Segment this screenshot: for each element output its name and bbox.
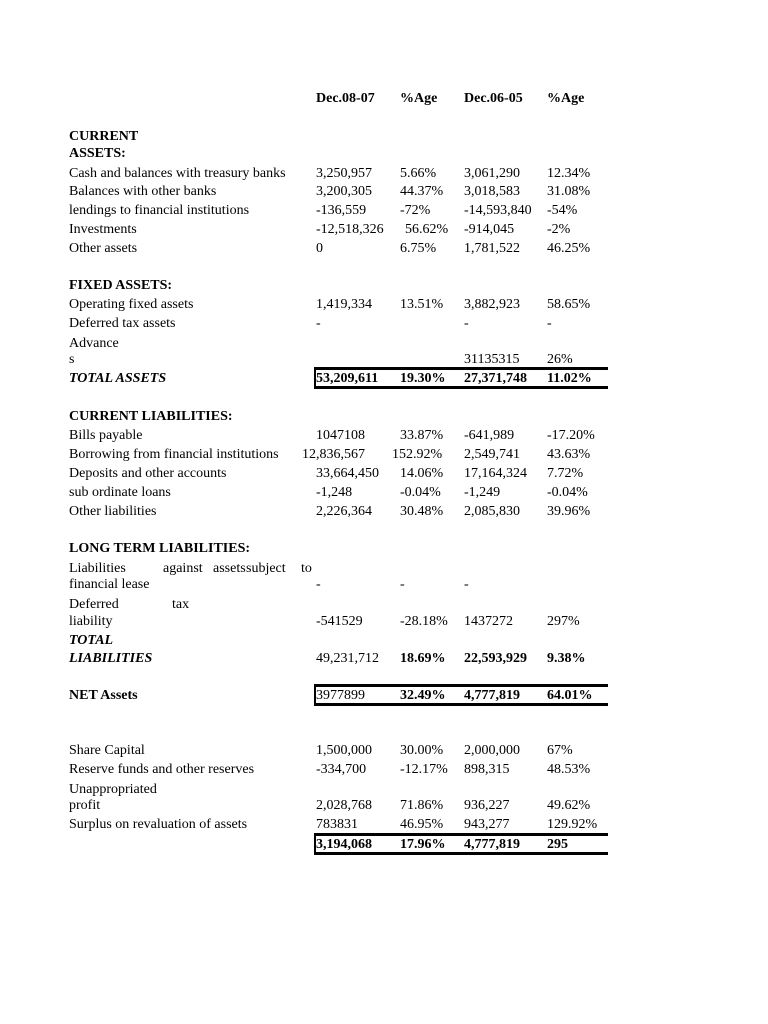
row-label: Bills payable (69, 428, 143, 443)
cell: 1437272 (464, 614, 513, 629)
cell: 44.37% (400, 184, 444, 199)
cell: 58.65% (547, 297, 591, 312)
cell: 3,194,068 (316, 837, 372, 852)
net-assets-bottom-rule (314, 703, 608, 706)
cell: 49,231,712 (316, 651, 379, 666)
cell: 3977899 (316, 688, 365, 703)
row-label-word: against (163, 561, 203, 576)
cell: 13.51% (400, 297, 444, 312)
row-label: Investments (69, 222, 137, 237)
row-label: Unappropriated (69, 782, 157, 797)
cell: - (464, 577, 469, 592)
row-label: Operating fixed assets (69, 297, 194, 312)
cell: -2% (547, 222, 571, 237)
cell: -914,045 (464, 222, 515, 237)
cell: 1,419,334 (316, 297, 372, 312)
row-label-cont: liability (69, 614, 113, 629)
cell: 12.34% (547, 166, 591, 181)
cell: 49.62% (547, 798, 591, 813)
row-label-word: Liabilities (69, 561, 126, 576)
cell: 22,593,929 (464, 651, 527, 666)
cell: 129.92% (547, 817, 598, 832)
cell: 3,018,583 (464, 184, 520, 199)
cell: 1,500,000 (316, 743, 372, 758)
cell: 14.06% (400, 466, 444, 481)
cell: -14,593,840 (464, 203, 532, 218)
cell: 39.96% (547, 504, 591, 519)
cell: 32.49% (400, 688, 446, 703)
cell: 3,882,923 (464, 297, 520, 312)
cell: 71.86% (400, 798, 444, 813)
row-label-word: subject (246, 561, 286, 576)
row-label: sub ordinate loans (69, 485, 171, 500)
row-label-cont: profit (69, 798, 101, 813)
cell: 3,061,290 (464, 166, 520, 181)
cell: 11.02% (547, 371, 592, 386)
header-dec-06-05: Dec.06-05 (464, 91, 523, 106)
cell: 48.53% (547, 762, 591, 777)
cell: 17,164,324 (464, 466, 527, 481)
cell: 18.69% (400, 651, 446, 666)
row-label: Cash and balances with treasury banks (69, 166, 286, 181)
cell: 30.00% (400, 743, 444, 758)
total-liabilities-label-2: LIABILITIES (69, 651, 153, 666)
cell: 46.25% (547, 241, 591, 256)
row-label: Share Capital (69, 743, 145, 758)
section-long-term-liabilities: LONG TERM LIABILITIES: (69, 541, 251, 556)
cell: 31135315 (464, 352, 520, 367)
cell: 2,549,741 (464, 447, 520, 462)
cell: 936,227 (464, 798, 510, 813)
cell: -1,249 (464, 485, 501, 500)
cell: -54% (547, 203, 578, 218)
row-label: Balances with other banks (69, 184, 217, 199)
equity-total-bottom-rule (314, 852, 608, 855)
cell: 9.38% (547, 651, 586, 666)
cell: 0 (316, 241, 323, 256)
row-label: Deposits and other accounts (69, 466, 227, 481)
cell: 2,085,830 (464, 504, 520, 519)
row-label: Advance (69, 336, 119, 351)
cell: -1,248 (316, 485, 353, 500)
cell: 26% (547, 352, 573, 367)
cell: 783831 (316, 817, 358, 832)
net-assets-label: NET Assets (69, 688, 138, 703)
cell: 2,226,364 (316, 504, 372, 519)
cell: 295 (547, 837, 568, 852)
cell: 4,777,819 (464, 688, 520, 703)
cell: 1,781,522 (464, 241, 520, 256)
cell: -12.17% (400, 762, 448, 777)
cell: 2,028,768 (316, 798, 372, 813)
cell: - (547, 316, 552, 331)
row-label-word: tax (172, 597, 190, 612)
cell: -136,559 (316, 203, 367, 218)
cell: -334,700 (316, 762, 367, 777)
cell: 56.62% (405, 222, 449, 237)
cell: 30.48% (400, 504, 444, 519)
section-current-assets-1: CURRENT (69, 129, 139, 144)
cell: 943,277 (464, 817, 510, 832)
cell: 12,836,567 (302, 447, 365, 462)
cell: -28.18% (400, 614, 448, 629)
row-label-word: assets (213, 561, 246, 576)
cell: 2,000,000 (464, 743, 520, 758)
cell: 53,209,611 (316, 371, 379, 386)
cell: - (316, 316, 321, 331)
cell: 898,315 (464, 762, 510, 777)
row-label: Other liabilities (69, 504, 157, 519)
cell: 31.08% (547, 184, 591, 199)
row-label: Surplus on revaluation of assets (69, 817, 248, 832)
cell: 3,200,305 (316, 184, 372, 199)
cell: 19.30% (400, 371, 446, 386)
total-assets-label: TOTAL ASSETS (69, 371, 167, 386)
header-dec-08-07: Dec.08-07 (316, 91, 375, 106)
row-label-word: Deferred (69, 597, 119, 612)
cell: 7.72% (547, 466, 584, 481)
cell: 67% (547, 743, 573, 758)
header-pct-1: %Age (400, 91, 438, 106)
cell: 1047108 (316, 428, 365, 443)
row-label-cont: financial lease (69, 577, 150, 592)
section-fixed-assets: FIXED ASSETS: (69, 278, 173, 293)
row-label-word: to (301, 561, 312, 576)
row-label: Reserve funds and other reserves (69, 762, 255, 777)
cell: - (316, 577, 321, 592)
cell: -0.04% (400, 485, 441, 500)
section-current-liabilities: CURRENT LIABILITIES: (69, 409, 233, 424)
cell: 5.66% (400, 166, 437, 181)
cell: 43.63% (547, 447, 591, 462)
cell: 64.01% (547, 688, 593, 703)
row-label: lendings to financial institutions (69, 203, 250, 218)
row-label: Deferred tax assets (69, 316, 176, 331)
cell: 46.95% (400, 817, 444, 832)
cell: 297% (547, 614, 580, 629)
cell: -0.04% (547, 485, 588, 500)
cell: 6.75% (400, 241, 437, 256)
section-current-assets-2: ASSETS: (69, 146, 126, 161)
row-label-cont: s (69, 352, 75, 367)
header-pct-2: %Age (547, 91, 585, 106)
total-liabilities-label-1: TOTAL (69, 633, 114, 648)
cell: 17.96% (400, 837, 446, 852)
cell: 4,777,819 (464, 837, 520, 852)
cell: -641,989 (464, 428, 515, 443)
cell: 33.87% (400, 428, 444, 443)
cell: 33,664,450 (316, 466, 379, 481)
cell: - (400, 577, 405, 592)
cell: -541529 (316, 614, 363, 629)
cell: 152.92% (392, 447, 443, 462)
cell: -17.20% (547, 428, 595, 443)
row-label: Other assets (69, 241, 138, 256)
cell: -72% (400, 203, 431, 218)
total-assets-bottom-rule (314, 386, 608, 389)
cell: 27,371,748 (464, 371, 527, 386)
cell: -12,518,326 (316, 222, 384, 237)
row-label: Borrowing from financial institutions (69, 447, 279, 462)
cell: - (464, 316, 469, 331)
cell: 3,250,957 (316, 166, 372, 181)
